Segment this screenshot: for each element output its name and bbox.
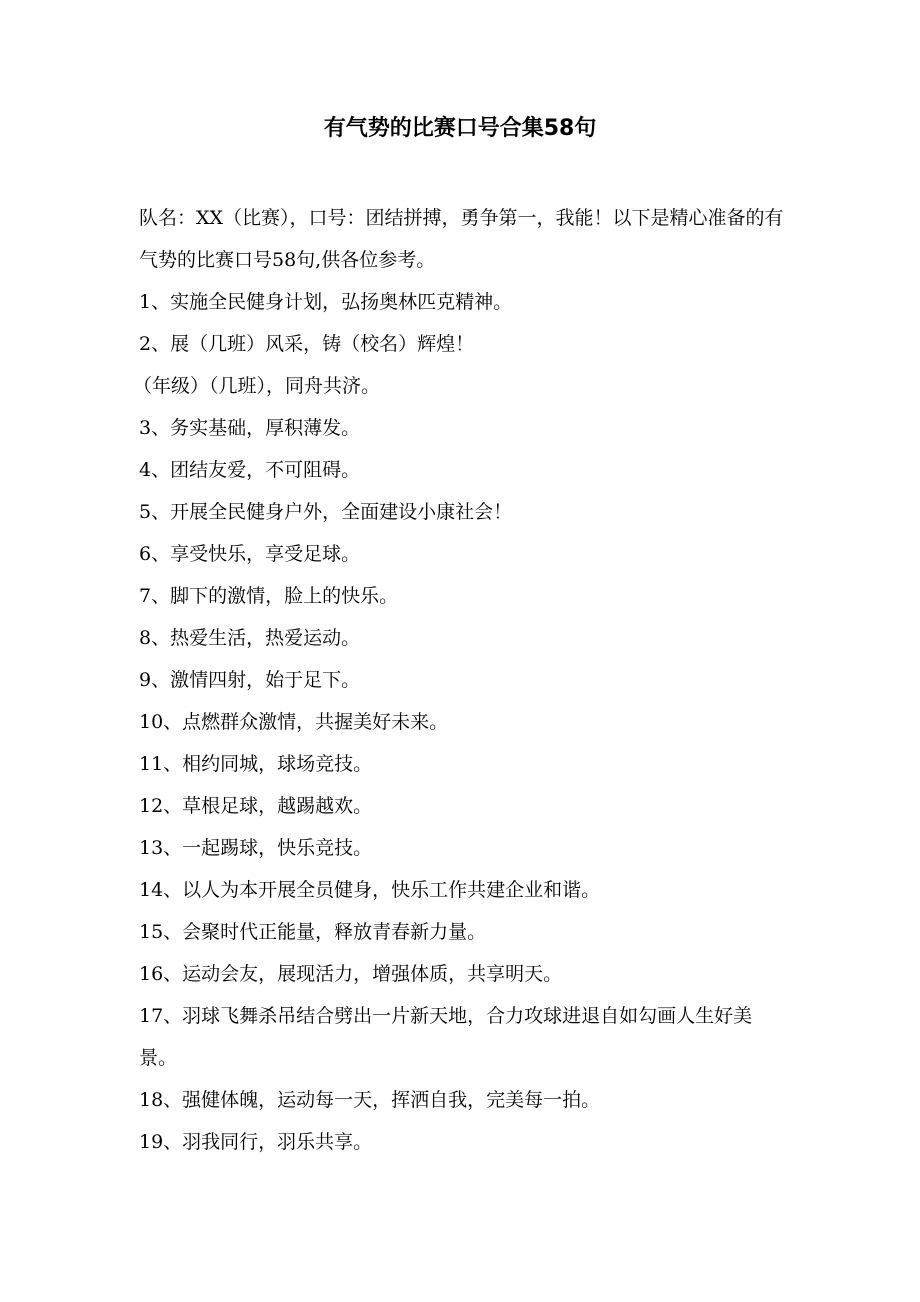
- slogan-item: 8、热爱生活，热爱运动。: [139, 627, 361, 649]
- slogan-item: 19、羽我同行，羽乐共享。: [139, 1131, 373, 1153]
- slogan-item: 2、展（几班）风采，铸（校名）辉煌！: [139, 333, 475, 355]
- slogan-item: 16、运动会友，展现活力，增强体质，共享明天。: [139, 963, 563, 985]
- slogan-item: 14、以人为本开展全员健身，快乐工作共建企业和谐。: [139, 879, 601, 901]
- slogan-item: （年级）（几班），同舟共济。: [133, 375, 381, 397]
- intro-paragraph: 队名：XX（比赛），口号：团结拼搏，勇争第一，我能！以下是精心准备的有气势的比赛口号58句,供各位参考。: [139, 207, 784, 271]
- slogan-item: 6、享受快乐，享受足球。: [139, 543, 361, 565]
- slogan-item: 1、实施全民健身计划，弘扬奥林匹克精神。: [139, 291, 513, 313]
- slogan-item: 13、一起踢球，快乐竞技。: [139, 837, 373, 859]
- slogan-item: 15、会聚时代正能量，释放青春新力量。: [139, 921, 487, 943]
- slogan-item: 11、相约同城，球场竞技。: [139, 753, 373, 775]
- slogan-item: 4、团结友爱，不可阻碍。: [139, 459, 361, 481]
- slogan-item: 17、羽球飞舞杀吊结合劈出一片新天地，合力攻球进退自如勾画人生好美景。: [139, 1005, 753, 1069]
- slogan-item: 12、草根足球，越踢越欢。: [139, 795, 373, 817]
- slogan-item: 5、开展全民健身户外，全面建设小康社会！: [139, 501, 513, 523]
- slogan-item: 10、点燃群众激情，共握美好未来。: [139, 711, 449, 733]
- slogan-item: 7、脚下的激情，脸上的快乐。: [139, 585, 399, 607]
- document-body: [133, 197, 787, 1163]
- document-title: 有气势的比赛口号合集58句: [323, 116, 597, 141]
- slogan-item: 9、激情四射，始于足下。: [139, 669, 361, 691]
- slogan-item: 3、务实基础，厚积薄发。: [139, 417, 361, 439]
- slogan-item: 18、强健体魄，运动每一天，挥洒自我，完美每一拍。: [139, 1089, 601, 1111]
